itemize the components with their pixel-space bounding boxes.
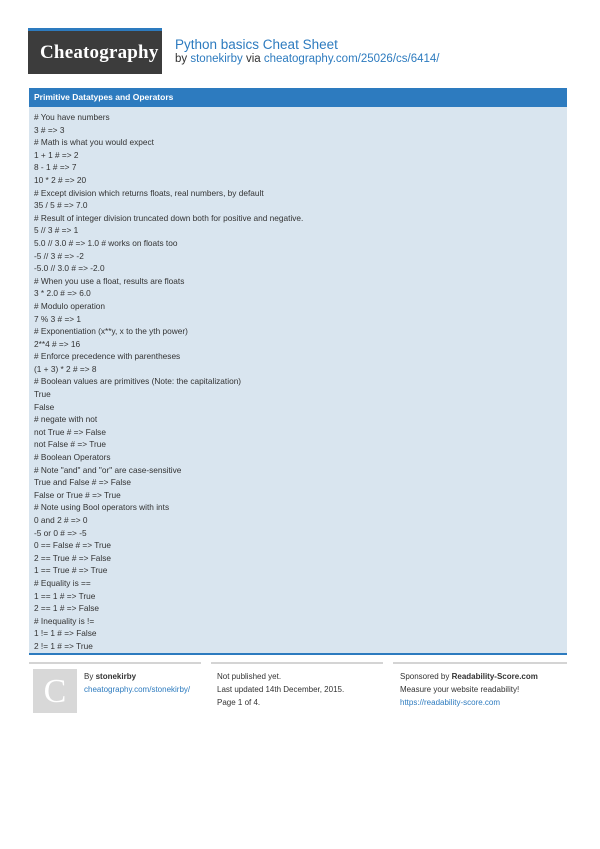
code-line: # Boolean Operators [34,452,111,463]
code-line: 5 // 3 # => 1 [34,225,79,236]
code-line: # Enforce precedence with parentheses [34,351,181,362]
footer-author-name[interactable]: stonekirby [95,672,137,681]
code-line: # Math is what you would expect [34,137,154,148]
code-line: # Inequality is != [34,615,95,626]
via-text: via [245,53,261,65]
code-line: 2 == 1 # => False [34,603,100,614]
code-line: -5.0 // 3.0 # => -2.0 [34,263,105,274]
code-line: (1 + 3) * 2 # => 8 [34,363,97,374]
code-line: # Result of integer division truncated down both for positive and negative. [34,212,304,223]
code-line: -5 or 0 # => -5 [34,527,87,538]
code-line: True and False # => False [34,477,132,488]
logo-text: Cheatography [40,42,159,63]
code-line: 5.0 // 3.0 # => 1.0 # works on floats too [34,237,178,248]
code-line: # Note using Bool operators with ints [34,502,170,513]
code-line: # Boolean values are primitives (Note: the capitalization) [34,376,242,387]
footer-page-number: Page 1 of 4. [217,698,261,707]
code-line: # Equality is == [34,577,91,588]
code-line: # negate with not [34,414,98,425]
sponsor-name[interactable]: Readability-Score.com [451,672,538,681]
code-line: 2 != 1 # => True [34,640,93,651]
section-divider [29,653,567,655]
code-line: # You have numbers [34,112,110,122]
code-line: 7 % 3 # => 1 [34,313,82,324]
code-line: 0 and 2 # => 0 [34,515,88,525]
code-line: # Modulo operation [34,300,106,311]
code-line: # Except division which returns floats, real numbers, by default [34,187,264,198]
code-line: 2**4 # => 16 [34,338,81,349]
footer-updated: Last updated 14th December, 2015. [217,685,345,694]
code-line: 2 == True # => False [34,552,112,563]
code-line: 0 == False # => True [34,540,112,551]
byline [175,53,440,65]
code-line: 1 == True # => True [34,565,108,576]
footer-by-label: By [84,672,94,681]
code-line: 1 != 1 # => False [34,628,97,639]
code-line: 3 # => 3 [34,124,65,135]
cheatography-logo[interactable] [28,28,162,74]
code-line: 8 - 1 # => 7 [34,162,77,173]
code-line: 1 == 1 # => True [34,590,96,601]
code-line: -5 // 3 # => -2 [34,250,84,261]
section-header: Primitive Datatypes and Operators [29,88,567,107]
page-title[interactable]: Python basics Cheat Sheet [175,37,338,52]
code-line: False [34,401,55,412]
code-line: 3 * 2.0 # => 6.0 [34,288,91,299]
footer-meta-divider [211,662,383,664]
footer-author-url[interactable]: cheatography.com/stonekirby/ [84,685,191,694]
code-line: # When you use a float, results are floats [34,275,185,286]
code-line: # Exponentiation (x**y, x to the yth power) [34,326,188,337]
footer-sponsor [400,670,538,683]
footer-published: Not published yet. [217,672,282,681]
sheet-url-link[interactable]: cheatography.com/25026/cs/6414/ [263,53,440,65]
section-body [29,107,567,653]
code-line: # Note "and" and "or" are case-sensitive [34,464,182,475]
footer-by [84,670,136,683]
code-line: not True # => False [34,426,106,437]
author-link[interactable]: stonekirby [190,53,243,65]
by-prefix: by [175,53,188,65]
code-line: False or True # => True [34,489,121,500]
footer-author-divider [29,662,201,664]
sponsor-label: Sponsored by [400,672,450,681]
code-line: 35 / 5 # => 7.0 [34,200,88,211]
sponsor-tagline: Measure your website readability! [400,685,520,694]
code-line: 1 + 1 # => 2 [34,149,79,160]
avatar-letter: C [43,673,67,710]
code-line: True [34,389,51,400]
code-line: 10 * 2 # => 20 [34,174,87,185]
footer-sponsor-divider [393,662,567,664]
author-avatar[interactable] [33,669,77,713]
sponsor-url[interactable]: https://readability-score.com [400,698,501,707]
code-line: not False # => True [34,439,106,450]
